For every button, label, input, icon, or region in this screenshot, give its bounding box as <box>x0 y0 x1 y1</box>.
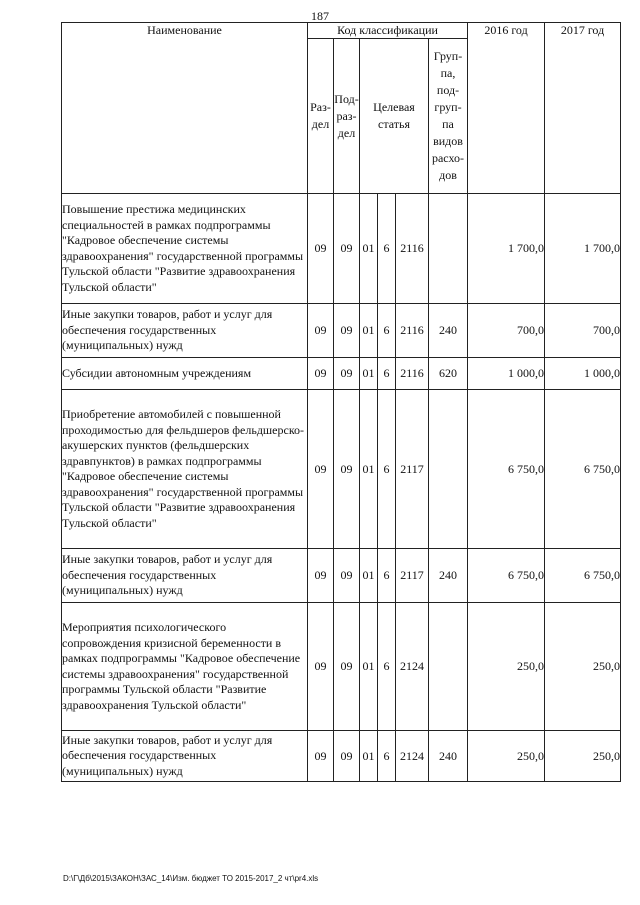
row-razdel: 09 <box>308 304 334 358</box>
header-podrazdel: Под- раз- дел <box>334 39 360 194</box>
row-podrazdel: 09 <box>334 549 360 603</box>
row-name: Субсидии автономным учреждениям <box>62 358 308 390</box>
row-name: Иные закупки товаров, работ и услуг для обеспечения государственных (муниципальных) нужд <box>62 304 308 358</box>
row-2017: 700,0 <box>545 304 621 358</box>
row-podrazdel: 09 <box>334 603 360 731</box>
row-target-subprogram: 6 <box>378 549 396 603</box>
row-name: Повышение престижа медицинских специальностей в рамках подпрограммы "Кадровое обеспечение системы здравоохранения" государственной программы Тульской области "Развитие здравоохранения Тульской области" <box>62 194 308 304</box>
row-name: Иные закупки товаров, работ и услуг для обеспечения государственных (муниципальных) нужд <box>62 549 308 603</box>
row-podrazdel: 09 <box>334 358 360 390</box>
row-target-program: 01 <box>360 603 378 731</box>
row-expense-group: 240 <box>429 304 468 358</box>
row-target-subprogram: 6 <box>378 304 396 358</box>
header-expense-group: Груп- па, под- груп- па видов расхо- дов <box>429 39 468 194</box>
header-razdel: Раз- дел <box>308 39 334 194</box>
header-2016: 2016 год <box>468 23 545 194</box>
row-2016: 1 000,0 <box>468 358 545 390</box>
budget-table <box>61 22 621 782</box>
row-2016: 6 750,0 <box>468 390 545 549</box>
row-target-direction: 2116 <box>396 304 429 358</box>
row-2017: 250,0 <box>545 731 621 782</box>
row-2017: 6 750,0 <box>545 390 621 549</box>
table-row <box>62 194 621 304</box>
row-name: Приобретение автомобилей с повышенной проходимостью для фельдшеров фельдшерско-акушерских пунктов (фельдшерских здравпунктов) в рамках подпрограммы "Кадровое обеспечение системы здравоохранения" государственной программы Тульской области "Развитие здравоохранения Тульской области" <box>62 390 308 549</box>
row-razdel: 09 <box>308 390 334 549</box>
table-row <box>62 358 621 390</box>
table-row <box>62 304 621 358</box>
row-2016: 1 700,0 <box>468 194 545 304</box>
row-target-program: 01 <box>360 731 378 782</box>
row-2017: 1 000,0 <box>545 358 621 390</box>
row-expense-group <box>429 603 468 731</box>
row-2017: 6 750,0 <box>545 549 621 603</box>
header-name: Наименование <box>62 23 308 194</box>
row-target-subprogram: 6 <box>378 194 396 304</box>
row-target-program: 01 <box>360 194 378 304</box>
row-podrazdel: 09 <box>334 304 360 358</box>
header-2017: 2017 год <box>545 23 621 194</box>
row-target-program: 01 <box>360 358 378 390</box>
row-target-direction: 2116 <box>396 194 429 304</box>
row-target-subprogram: 6 <box>378 358 396 390</box>
table-row <box>62 549 621 603</box>
row-razdel: 09 <box>308 194 334 304</box>
table-row <box>62 390 621 549</box>
row-target-subprogram: 6 <box>378 731 396 782</box>
row-target-subprogram: 6 <box>378 603 396 731</box>
row-target-direction: 2117 <box>396 549 429 603</box>
row-2016: 250,0 <box>468 731 545 782</box>
row-expense-group: 240 <box>429 731 468 782</box>
row-target-program: 01 <box>360 549 378 603</box>
row-2017: 1 700,0 <box>545 194 621 304</box>
header-classification: Код классификации <box>308 23 468 39</box>
row-razdel: 09 <box>308 549 334 603</box>
row-target-direction: 2116 <box>396 358 429 390</box>
page-number: 187 <box>311 9 329 23</box>
file-path-footer: D:\Г\Дб\2015\ЗАКОН\ЗАС_14\Изм. бюджет ТО 2015-2017_2 чт\pr4.xls <box>63 874 319 883</box>
table-row <box>62 603 621 731</box>
row-expense-group <box>429 194 468 304</box>
header-target-article: Целевая статья <box>360 39 429 194</box>
row-name: Мероприятия психологического сопровождения кризисной беременности в рамках подпрограммы "Кадровое обеспечение системы здравоохранения" государственной программы Тульской области "Развитие здравоохранения Тульской области" <box>62 603 308 731</box>
row-2016: 700,0 <box>468 304 545 358</box>
row-target-subprogram: 6 <box>378 390 396 549</box>
row-podrazdel: 09 <box>334 731 360 782</box>
row-target-direction: 2117 <box>396 390 429 549</box>
row-2016: 250,0 <box>468 603 545 731</box>
row-target-program: 01 <box>360 304 378 358</box>
row-2016: 6 750,0 <box>468 549 545 603</box>
row-expense-group: 620 <box>429 358 468 390</box>
row-expense-group: 240 <box>429 549 468 603</box>
row-podrazdel: 09 <box>334 194 360 304</box>
table-row <box>62 731 621 782</box>
row-razdel: 09 <box>308 603 334 731</box>
row-2017: 250,0 <box>545 603 621 731</box>
row-expense-group <box>429 390 468 549</box>
row-razdel: 09 <box>308 731 334 782</box>
row-target-program: 01 <box>360 390 378 549</box>
row-razdel: 09 <box>308 358 334 390</box>
row-target-direction: 2124 <box>396 603 429 731</box>
row-podrazdel: 09 <box>334 390 360 549</box>
row-target-direction: 2124 <box>396 731 429 782</box>
row-name: Иные закупки товаров, работ и услуг для обеспечения государственных (муниципальных) нужд <box>62 731 308 782</box>
